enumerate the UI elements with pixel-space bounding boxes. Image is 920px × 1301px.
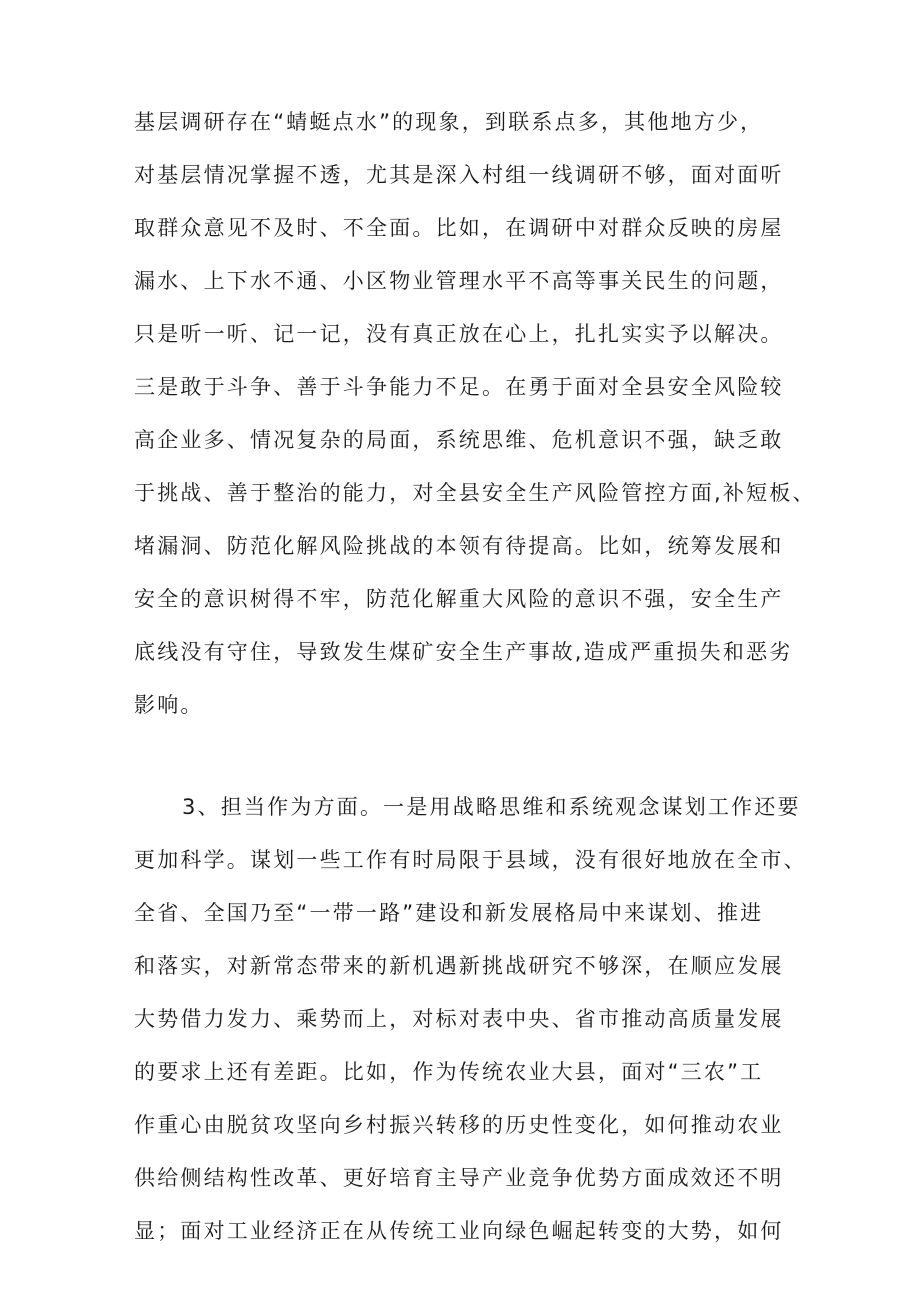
paragraph-line: 底线没有守住，导致发生煤矿安全生产事故,造成严重损失和恶劣 (134, 640, 793, 664)
paragraph-line: 只是听一听、记一记，没有真正放在心上，扎扎实实予以解决。 (134, 322, 784, 346)
paragraph-line: 大势借力发力、乘势而上，对标对表中央、省市推动高质量发展 (134, 1007, 784, 1031)
paragraph-line: 于挑战、善于整治的能力，对全县安全生产风险管控方面,补短板、 (134, 481, 816, 505)
paragraph-line: 的要求上还有差距。比如，作为传统农业大县，面对“三农”工 (134, 1060, 764, 1084)
paragraph-line: 对基层情况掌握不透，尤其是深入村组一线调研不够，面对面听 (134, 163, 784, 187)
paragraph-line: 作重心由脱贫攻坚向乡村振兴转移的历史性变化，如何推动农业 (134, 1113, 784, 1137)
paragraph-line: 显；面对工业经济正在从传统工业向绿色崛起转变的大势，如何 (134, 1219, 784, 1243)
paragraph-line: 全省、全国乃至“一带一路”建设和新发展格局中来谋划、推进 (134, 901, 764, 925)
paragraph-line: 堵漏洞、防范化解风险挑战的本领有待提高。比如，统筹发展和 (134, 534, 784, 558)
paragraph-line: 漏水、上下水不通、小区物业管理水平不高等事关民生的问题， (134, 269, 784, 293)
paragraph-line: 安全的意识树得不牢，防范化解重大风险的意识不强，安全生产 (134, 587, 784, 611)
paragraph-line: 和落实，对新常态带来的新机遇新挑战研究不够深，在顺应发展 (134, 954, 784, 978)
paragraph-line: 影响。 (134, 693, 204, 717)
paragraph-line: 更加科学。谋划一些工作有时局限于县域，没有很好地放在全市、 (134, 848, 807, 872)
paragraph-line: 供给侧结构性改革、更好培育主导产业竞争优势方面成效还不明 (134, 1166, 784, 1190)
paragraph-line: 三是敢于斗争、善于斗争能力不足。在勇于面对全县安全风险较 (134, 375, 784, 399)
paragraph-line: 基层调研存在“蜻蜓点水”的现象，到联系点多，其他地方少， (134, 110, 764, 134)
paragraph-line: 高企业多、情况复杂的局面，系统思维、危机意识不强，缺乏敢 (134, 428, 784, 452)
paragraph-line: 取群众意见不及时、不全面。比如，在调研中对群众反映的房屋 (134, 216, 784, 240)
section-heading-line: 3、担当作为方面。一是用战略思维和系统观念谋划工作还要 (182, 795, 801, 819)
